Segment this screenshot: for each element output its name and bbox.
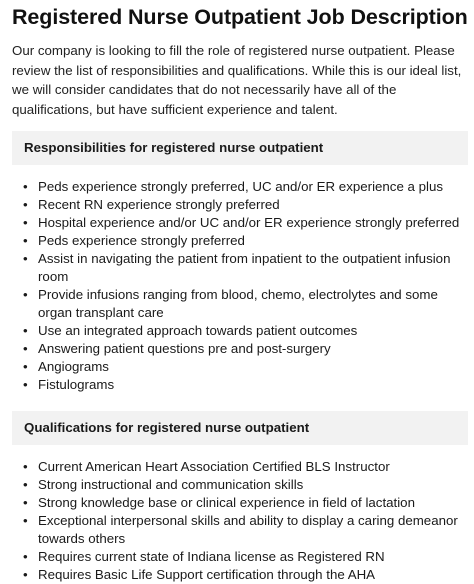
- bullet-icon: •: [23, 233, 28, 248]
- bullet-icon: •: [23, 459, 28, 474]
- bullet-icon: •: [23, 495, 28, 510]
- bullet-icon: •: [23, 513, 28, 528]
- bullet-icon: •: [23, 215, 28, 230]
- list-item: [12, 458, 468, 476]
- list-item-text: Peds experience strongly preferred, UC and/or ER experience a plus: [38, 179, 444, 194]
- list-item-text: Answering patient questions pre and post-surgery: [38, 341, 331, 356]
- qualifications-header: Qualifications for registered nurse outpatient: [12, 411, 468, 445]
- bullet-icon: •: [23, 567, 28, 582]
- list-item: [12, 286, 468, 322]
- job-description-page: [12, 0, 468, 584]
- list-item: [12, 340, 468, 358]
- bullet-icon: •: [23, 549, 28, 564]
- list-item: [12, 566, 468, 584]
- bullet-icon: •: [23, 287, 28, 302]
- list-item-text: Recent RN experience strongly preferred: [38, 197, 280, 212]
- list-item: [12, 232, 468, 250]
- list-item-text: Exceptional interpersonal skills and ability to display a caring demeanor towards others: [38, 513, 458, 546]
- list-item-text: Assist in navigating the patient from inpatient to the outpatient infusion room: [38, 251, 451, 284]
- bullet-icon: •: [23, 359, 28, 374]
- responsibilities-list: [12, 178, 468, 394]
- list-item: [12, 512, 468, 548]
- list-item: [12, 548, 468, 566]
- list-item: [12, 250, 468, 286]
- list-item-text: Requires Basic Life Support certification through the AHA: [38, 567, 376, 582]
- bullet-icon: •: [23, 323, 28, 338]
- list-item: [12, 196, 468, 214]
- list-item-text: Current American Heart Association Certified BLS Instructor: [38, 459, 390, 474]
- list-item: [12, 376, 468, 394]
- list-item: [12, 494, 468, 512]
- list-item-text: Strong instructional and communication skills: [38, 477, 304, 492]
- list-item-text: Use an integrated approach towards patient outcomes: [38, 323, 358, 338]
- bullet-icon: •: [23, 179, 28, 194]
- list-item-text: Fistulograms: [38, 377, 115, 392]
- bullet-icon: •: [23, 477, 28, 492]
- qualifications-list: [12, 458, 468, 584]
- list-item-text: Angiograms: [38, 359, 109, 374]
- list-item-text: Hospital experience and/or UC and/or ER experience strongly preferred: [38, 215, 460, 230]
- list-item: [12, 322, 468, 340]
- bullet-icon: •: [23, 197, 28, 212]
- list-item: [12, 476, 468, 494]
- list-item-text: Peds experience strongly preferred: [38, 233, 245, 248]
- list-item: [12, 358, 468, 376]
- responsibilities-header: Responsibilities for registered nurse outpatient: [12, 131, 468, 165]
- list-item: [12, 178, 468, 196]
- page-title: Registered Nurse Outpatient Job Description: [12, 5, 468, 29]
- bullet-icon: •: [23, 377, 28, 392]
- list-item-text: Provide infusions ranging from blood, chemo, electrolytes and some organ transplant care: [38, 287, 438, 320]
- intro-paragraph: Our company is looking to fill the role of registered nurse outpatient. Please review the list of responsibilities and qualifications. While this is our ideal list, we will consider candidates that do not necessarily have all of the qualifications, but have sufficient experience and talent.: [12, 43, 462, 117]
- bullet-icon: •: [23, 341, 28, 356]
- list-item-text: Strong knowledge base or clinical experience in field of lactation: [38, 495, 415, 510]
- bullet-icon: •: [23, 251, 28, 266]
- list-item: [12, 214, 468, 232]
- list-item-text: Requires current state of Indiana license as Registered RN: [38, 549, 385, 564]
